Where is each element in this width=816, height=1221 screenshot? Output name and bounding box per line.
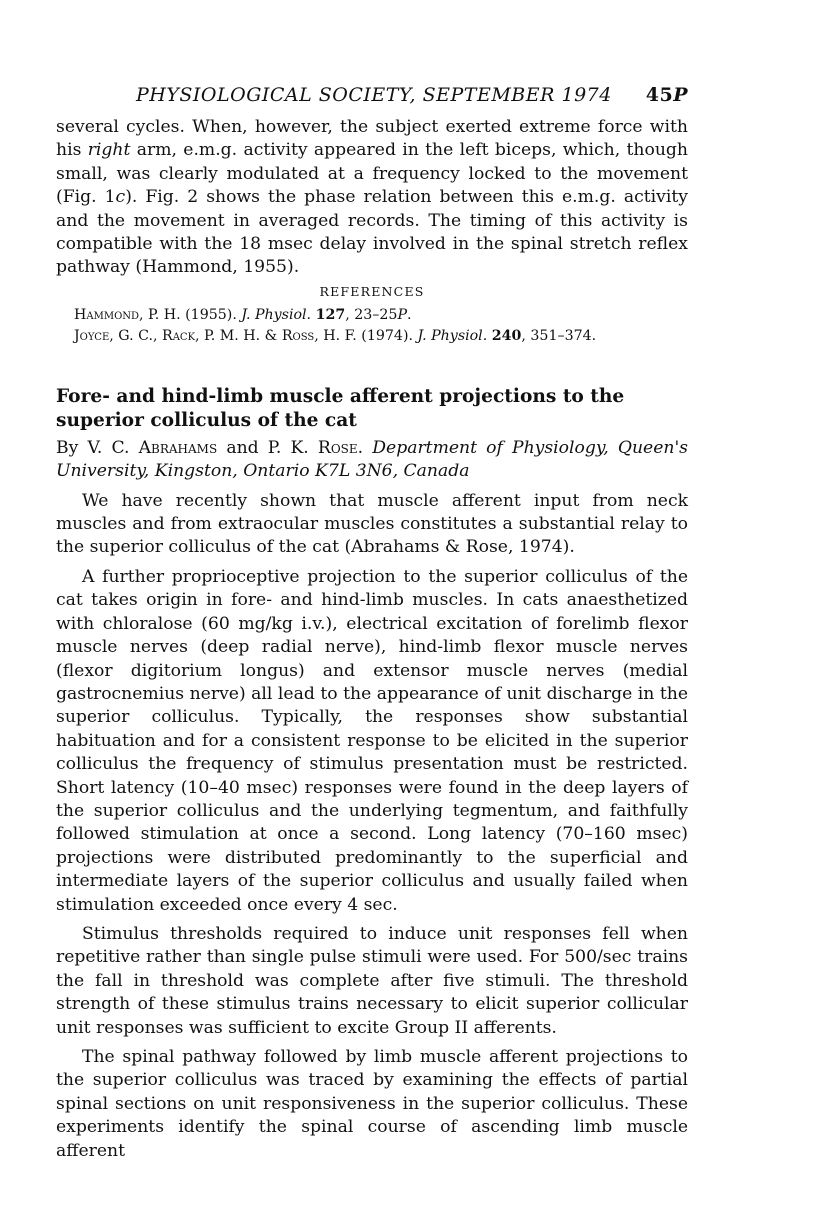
author-2: P. K. Rose (267, 437, 358, 458)
continuation-paragraph (56, 116, 688, 280)
continuation-text-3: ). Fig. 2 shows the phase relation between this e.m.g. activity and the movement in averaged records. The timing of this activity is compatible with the 18 msec delay involved in the spinal stretch reflex pathway (Hammond, 1955). (56, 187, 688, 278)
body-paragraph: The spinal pathway followed by limb muscle afferent projections to the superior colliculus was traced by examining the effects of partial spinal sections on unit responsiveness in the superior colliculus. These experiments identify the spinal course of ascending limb muscle afferent (56, 1047, 688, 1161)
page-body (56, 116, 688, 1163)
ref-volume: 127 (315, 306, 346, 323)
author-1: V. C. Abrahams (87, 437, 218, 458)
page-number (646, 84, 688, 106)
ref-authors-a: Joyce, G. C., Rack, P. M. H. (74, 327, 261, 344)
article-title: Fore- and hind-limb muscle afferent projections to the superior colliculus of the cat (56, 385, 625, 431)
ref-journal: J. Physiol. (417, 327, 488, 344)
ref-pages-suffix: P (397, 306, 407, 323)
running-head (56, 84, 688, 110)
byline-by: By (56, 437, 88, 458)
continuation-emph-1: right (87, 140, 131, 161)
ref-end: . (407, 306, 412, 323)
ref-pages: , 351–374. (521, 327, 597, 344)
body-paragraph: We have recently shown that muscle afferent input from neck muscles and from extraocular muscles constitutes a substantial relay to the superior colliculus of the cat (Abrahams & Rose, 1974). (56, 490, 688, 558)
ref-year: (1974). (356, 327, 418, 344)
ref-journal: J. Physiol. (241, 306, 312, 323)
references-heading: REFERENCES (319, 283, 425, 299)
continuation-text-2: arm, e.m.g. activity appeared in the left biceps, which, though small, was clearly modulated at a frequency locked to the movement (Fig. 1 (56, 140, 688, 208)
page-number-suffix: P (673, 84, 688, 106)
ref-authors: Hammond, P. H. (74, 306, 181, 323)
reference-item (74, 326, 688, 347)
ref-volume: 240 (491, 327, 522, 344)
continuation-text-1: several cycles. When, however, the subject exerted extreme force with his (56, 117, 688, 161)
ref-authors-c: Ross, H. F. (281, 327, 357, 344)
body-paragraph: A further proprioceptive projection to the superior colliculus of the cat takes origin in fore- and hind-limb muscles. In cats anaesthetized with chloralose (60 mg/kg i.v.), electrical excitation of forelimb flexor muscle nerves (deep radial nerve), hind-limb flexor muscle nerves (flexor digitorium longus) and extensor muscle nerves (medial gastrocnemius nerve) all lead to the appearance of unit discharge in the superior colliculus. Typically, the responses show substantial habituation and for a consistent response to be elicited in the superior colliculus the frequency of stimulus presentation must be restricted. Short latency (10–40 msec) responses were found in the deep layers of the superior colliculus and the underlying tegmentum, and faithfully followed stimulation at once a second. Long latency (70–160 msec) projections were distributed predominantly to the superficial and intermediate layers of the superior colliculus and usually failed when stimulation exceeded once every 4 sec. (56, 566, 688, 915)
section-gap (56, 347, 688, 385)
affiliation: Department of Physiology, Queen's University, Kingston, Ontario K7L 3N6, Canada (56, 437, 689, 482)
ref-pages: , 23–25 (345, 306, 398, 323)
byline-and: and (217, 437, 268, 458)
body-paragraph: Stimulus thresholds required to induce unit responses fell when repetitive rather than single pulse stimuli were used. For 500/sec trains the fall in threshold was complete after five stimuli. The threshold strength of these stimulus trains necessary to elicit superior collicular unit responses was sufficient to excite Group II afferents. (56, 923, 688, 1038)
running-head-title: PHYSIOLOGICAL SOCIETY, SEPTEMBER 1974 (136, 84, 612, 106)
page-number-value: 45 (645, 84, 674, 106)
ref-year: (1955). (180, 306, 242, 323)
reference-item (74, 305, 688, 326)
ref-authors-b: & (260, 327, 282, 344)
continuation-emph-2: c (115, 187, 126, 208)
byline: By V. C. Abrahams and P. K. Rose. Department of Physiology, Queen's University, Kingston, Ontario K7L 3N6, Canada (56, 437, 689, 482)
